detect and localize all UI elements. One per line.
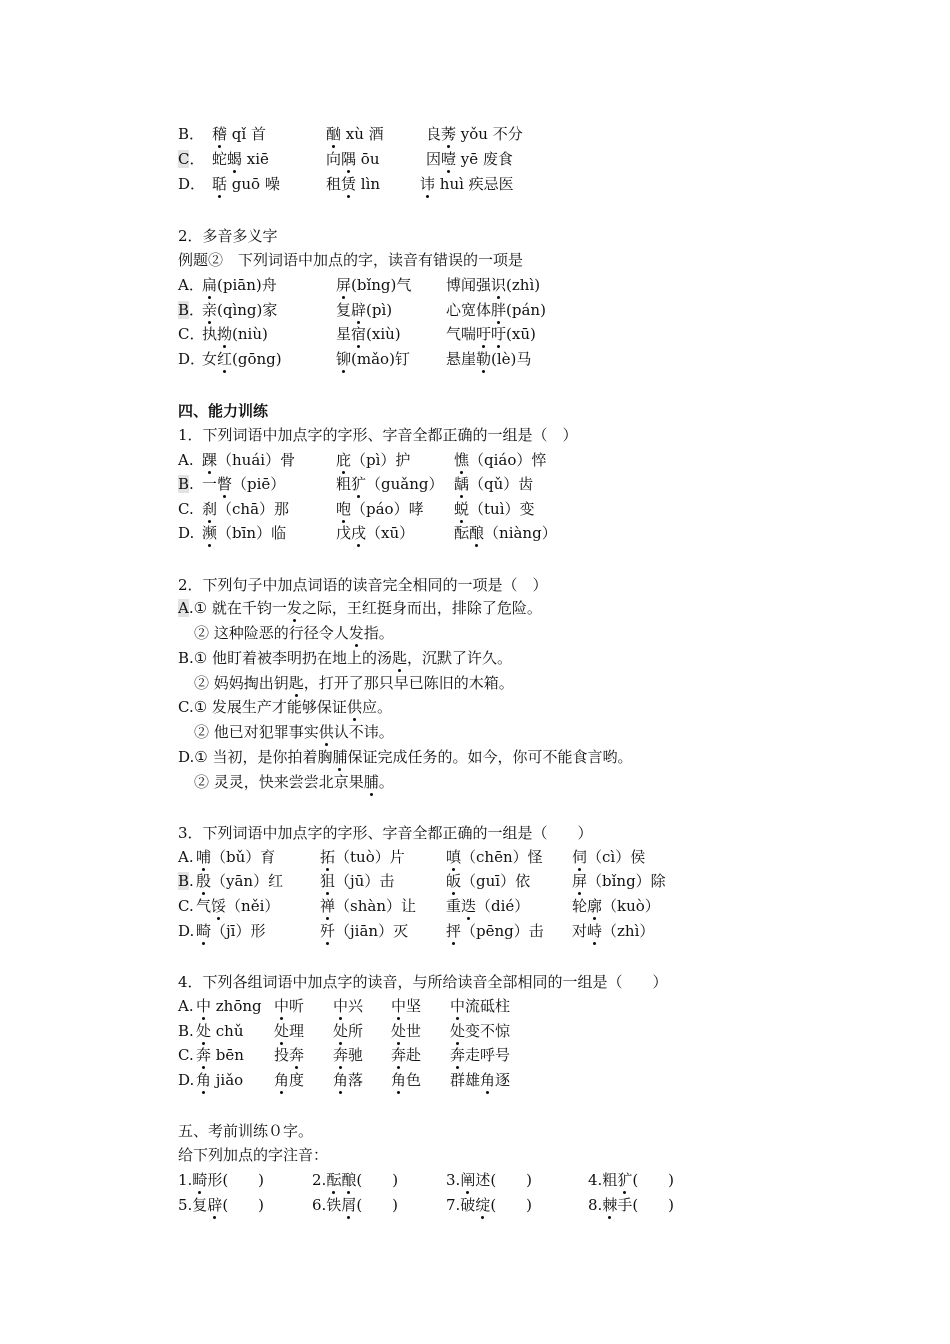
dotted-char: 畸 bbox=[192, 1171, 208, 1189]
dotted-char: 踝 bbox=[202, 451, 218, 469]
dotted-char: 角 bbox=[196, 1071, 212, 1089]
option-label: C. bbox=[178, 500, 194, 518]
dotted-char: 濒 bbox=[202, 524, 218, 542]
dotted-char: 处 bbox=[450, 1022, 466, 1040]
dotted-char: 红 bbox=[217, 350, 233, 368]
answer-highlight: B bbox=[178, 475, 190, 493]
dotted-char: 棘 bbox=[602, 1196, 618, 1214]
option-label: C. bbox=[178, 698, 194, 716]
dotted-char: 抨 bbox=[446, 922, 462, 940]
dotted-char: 吁 bbox=[491, 325, 507, 343]
dotted-char: 禅 bbox=[320, 897, 336, 915]
dotted-char: 屏 bbox=[572, 872, 588, 890]
s2-title: 2．多音多义字 bbox=[178, 227, 278, 245]
dotted-char: 处 bbox=[196, 1022, 212, 1040]
dotted-char: 中 bbox=[333, 997, 349, 1015]
dotted-char: 庇 bbox=[336, 451, 352, 469]
dotted-char: 辟 bbox=[207, 1196, 223, 1214]
dotted-char: 憔 bbox=[454, 451, 470, 469]
dotted-char: 吁 bbox=[476, 325, 492, 343]
dotted-char: 亲 bbox=[202, 301, 218, 319]
dotted-char: 哺 bbox=[196, 848, 212, 866]
option-label: C． bbox=[178, 325, 205, 343]
dotted-char: 绽 bbox=[475, 1196, 491, 1214]
dotted-char: 峙 bbox=[587, 922, 603, 940]
dotted-char: 屑 bbox=[341, 1196, 357, 1214]
option-label: C. bbox=[178, 1046, 194, 1064]
dotted-char: 识 bbox=[491, 276, 507, 294]
option-label: A. bbox=[178, 451, 194, 469]
option-label: B. bbox=[178, 1022, 194, 1040]
dotted-char: 奔 bbox=[391, 1046, 407, 1064]
fill-item: 8.棘手( ) bbox=[588, 1196, 675, 1214]
fill-item: 5.复辟( ) bbox=[178, 1196, 265, 1214]
dotted-char: 稽 bbox=[212, 125, 228, 143]
dotted-char: 发 bbox=[286, 599, 302, 617]
dotted-char: 狙 bbox=[320, 872, 336, 890]
dotted-char: 歼 bbox=[320, 922, 336, 940]
dotted-char: 奔 bbox=[450, 1046, 466, 1064]
dotted-char: 隅 bbox=[341, 150, 357, 168]
q2-option-d2: ② 灵灵，快来尝尝北京果脯。 bbox=[194, 773, 394, 791]
q2-option-c1: C.① 发展生产才能够保证供应。 bbox=[178, 698, 392, 716]
dotted-char: 酗 bbox=[326, 125, 342, 143]
dotted-char: 辟 bbox=[351, 301, 367, 319]
fill-item: 6.铁屑( ) bbox=[312, 1196, 399, 1214]
q2-stem: 2．下列句子中加点词语的读音完全相同的一项是（ ） bbox=[178, 576, 548, 594]
dotted-char: 蜕 bbox=[454, 500, 470, 518]
option-label: B. bbox=[178, 649, 194, 667]
option-label: D. bbox=[178, 922, 195, 940]
dotted-char: 酿 bbox=[469, 524, 485, 542]
dotted-char: 瞥 bbox=[217, 475, 233, 493]
dotted-char: 中 bbox=[196, 997, 212, 1015]
dotted-char: 供 bbox=[318, 723, 334, 741]
dotted-char: 殷 bbox=[196, 872, 212, 890]
dotted-char: 犷 bbox=[351, 475, 367, 493]
dotted-char: 匙 bbox=[288, 674, 304, 692]
dotted-char: 中 bbox=[274, 997, 290, 1015]
s4-heading: 四、能力训练 bbox=[178, 402, 269, 420]
q2-option-d1: D.① 当初，是你拍着胸脯保证完成任务的。如今，你可不能食言哟。 bbox=[178, 748, 633, 766]
answer-highlight: B bbox=[178, 872, 190, 890]
dotted-char: 蝎 bbox=[227, 150, 243, 168]
dotted-char: 角 bbox=[480, 1071, 496, 1089]
option-label: D. bbox=[178, 1071, 195, 1089]
dotted-char: 犷 bbox=[617, 1171, 633, 1189]
q1-stem: 1．下列词语中加点字的字形、字音全都正确的一组是（ ） bbox=[178, 426, 578, 444]
option-label: D． bbox=[178, 350, 206, 368]
q2-option-a1: A.① 就在千钧一发之际，王红挺身而出，排除了危险。 bbox=[178, 599, 542, 617]
dotted-char: 处 bbox=[274, 1022, 290, 1040]
fill-item: 7.破绽( ) bbox=[446, 1196, 533, 1214]
dotted-char: 勒 bbox=[476, 350, 492, 368]
option-label: D. bbox=[178, 524, 195, 542]
q3-stem: 3．下列词语中加点字的字形、字音全都正确的一组是（ ） bbox=[178, 824, 593, 842]
answer-highlight: C bbox=[178, 150, 190, 168]
dotted-char: 戌 bbox=[351, 524, 367, 542]
dotted-char: 聒 bbox=[212, 175, 228, 193]
dotted-char: 咆 bbox=[336, 500, 352, 518]
option-label: C. bbox=[178, 897, 194, 915]
dotted-char: 处 bbox=[333, 1022, 349, 1040]
dotted-char: 阐 bbox=[460, 1171, 476, 1189]
dotted-char: 畸 bbox=[196, 922, 212, 940]
dotted-char: 奔 bbox=[333, 1046, 349, 1064]
dotted-char: 拓 bbox=[320, 848, 336, 866]
dotted-char: 讳 bbox=[420, 175, 436, 193]
s5-heading: 五、考前训练０字。 bbox=[178, 1122, 314, 1140]
dotted-char: 噎 bbox=[441, 150, 457, 168]
dotted-char: 处 bbox=[391, 1022, 407, 1040]
fill-item: 2.酝酿( ) bbox=[312, 1171, 399, 1189]
fill-item: 3.阐述( ) bbox=[446, 1171, 533, 1189]
fill-item: 4.粗犷( ) bbox=[588, 1171, 675, 1189]
option-label: B． bbox=[178, 125, 205, 143]
dotted-char: 莠 bbox=[441, 125, 457, 143]
dotted-char: 脯 bbox=[363, 773, 379, 791]
option-label: A. bbox=[178, 997, 194, 1015]
dotted-char: 皈 bbox=[446, 872, 462, 890]
dotted-char: 角 bbox=[391, 1071, 407, 1089]
option-label: D． bbox=[178, 175, 206, 193]
dotted-char: 刹 bbox=[202, 500, 218, 518]
option-label: A. bbox=[178, 848, 194, 866]
dotted-char: 伺 bbox=[572, 848, 588, 866]
dotted-char: 拗 bbox=[217, 325, 233, 343]
q2-option-a2: ② 这种险恶的行径令人发指。 bbox=[194, 624, 394, 642]
dotted-char: 脯 bbox=[332, 748, 348, 766]
q2-option-c2: ② 他已对犯罪事实供认不讳。 bbox=[194, 723, 394, 741]
dotted-char: 酝 bbox=[326, 1171, 342, 1189]
dotted-char: 宿 bbox=[351, 325, 367, 343]
dotted-char: 匙 bbox=[392, 649, 408, 667]
dotted-char: 馁 bbox=[211, 897, 227, 915]
dotted-char: 角 bbox=[333, 1071, 349, 1089]
dotted-char: 廓 bbox=[587, 897, 603, 915]
q2-option-b1: B.① 他盯着被李明扔在地上的汤匙，沉默了许久。 bbox=[178, 649, 513, 667]
dotted-char: 奔 bbox=[289, 1046, 305, 1064]
s2-example: 例题② 下列词语中加点的字，读音有错误的一项是 bbox=[178, 251, 524, 269]
option-label: D. bbox=[178, 748, 195, 766]
dotted-char: 发 bbox=[348, 624, 364, 642]
answer-highlight: A bbox=[178, 599, 189, 617]
dotted-char: 供 bbox=[346, 698, 362, 716]
answer-highlight: B bbox=[178, 301, 190, 319]
dotted-char: 中 bbox=[450, 997, 466, 1015]
document-page: B． 稽 qǐ 首 酗 xù 酒 良莠 yǒu 不分 C． 蛇蝎 xiē 向隅 ōu 因噎 yē 废食 D． 聒 guō 噪 租赁 lìn 讳 huì 疾忌医 2．多音多义字 例题② 下列词语中加点的字，读音有错误的一项是 A． 扁(piān)舟 屏(bǐng)气 博闻强识(zhì) B． 亲(qìng)家 复辟(pì) 心宽体胖(pán) C． 执拗(niù) 星宿(xiù) 气喘吁吁(xū) D． 女红(gōng) 铆(mǎo)钉 悬崖勒(lè)马 四、能力训练 1．下列词语中加点字的字形、字音全都正确的一组是（ ） A. 踝（huái）骨 庇（pì）护 憔（qiáo）悴 B. 一瞥（piē） 粗犷（guǎng） 龋（qǔ）齿 C. 刹（chā）那 咆（páo）哮 蜕（tuì）变 D. 濒（bīn）临 戊戌（xū） 酝酿（niàng） 2．下列句子中加点词语的读音完全相同的一项是（ ） A.① 就在千钧一发之际，王红挺身而出，排除了危险。 ② 这种险恶的行径令人发指。 B.① 他盯着被李明扔在地上的汤匙，沉默了许久。 ② 妈妈掏出钥匙，打开了那只早已陈旧的木箱。 C.① 发展生产才能够保证供应。 ② 他已对犯罪事实供认不讳。 D.① 当初，是你拍着胸脯保证完成任务的。如今，你可不能食言哟。 ② 灵灵，快来尝尝北京果脯。 3．下列词语中加点字的字形、字音全都正确的一组是（ ） A. 哺（bǔ）育 拓（tuò）片 嗔（chēn）怪 伺（cì）侯 B. 殷（yān）红 狙（jū）击 皈（guī）依 屏（bǐng）除 C. 气馁（něi） 禅（shàn）让 重迭（dié） 轮廓（kuò） D. 畸（jī）形 歼（jiān）灭 抨（pēng）击 对峙（zhì） 4．下列各组词语中加点字的读音，与所给读音全部相同的一组是（ ） A. 中 zhōng 中听 中兴 中坚 中流砥柱 B. 处 chǔ 处理 处所 处世 处变不惊 C. 奔 bēn 投奔 奔驰 奔赴 奔走呼号 D. 角 jiǎo 角度 角落 角色 群雄角逐 五、考前训练０字。 给下列加点的字注音： 1.畸形( ) 2.酝酿( ) 3.阐述( ) 4.粗犷( ) 5.复辟( ) 6.铁屑( ) 7.破绽( ) 8.棘手( ) bbox=[178, 125, 675, 1214]
dotted-char: 胖 bbox=[491, 301, 507, 319]
dotted-char: 迭 bbox=[461, 897, 477, 915]
dotted-char: 屏 bbox=[336, 276, 352, 294]
fill-item: 1.畸形( ) bbox=[178, 1171, 265, 1189]
dotted-char: 奔 bbox=[196, 1046, 212, 1064]
dotted-char: 赁 bbox=[341, 175, 357, 193]
option-label: A． bbox=[178, 276, 204, 294]
dotted-char: 酿 bbox=[341, 1171, 357, 1189]
dotted-char: 角 bbox=[274, 1071, 290, 1089]
dotted-char: 铆 bbox=[336, 350, 352, 368]
dotted-char: 龋 bbox=[454, 475, 470, 493]
dotted-char: 嗔 bbox=[446, 848, 462, 866]
s5-instruction: 给下列加点的字注音： bbox=[178, 1146, 329, 1164]
dotted-char: 中 bbox=[391, 997, 407, 1015]
dotted-char: 扁 bbox=[202, 276, 218, 294]
q4-stem: 4．下列各组词语中加点字的读音，与所给读音全部相同的一组是（ ） bbox=[178, 973, 668, 991]
q2-option-b2: ② 妈妈掏出钥匙，打开了那只早已陈旧的木箱。 bbox=[194, 674, 514, 692]
